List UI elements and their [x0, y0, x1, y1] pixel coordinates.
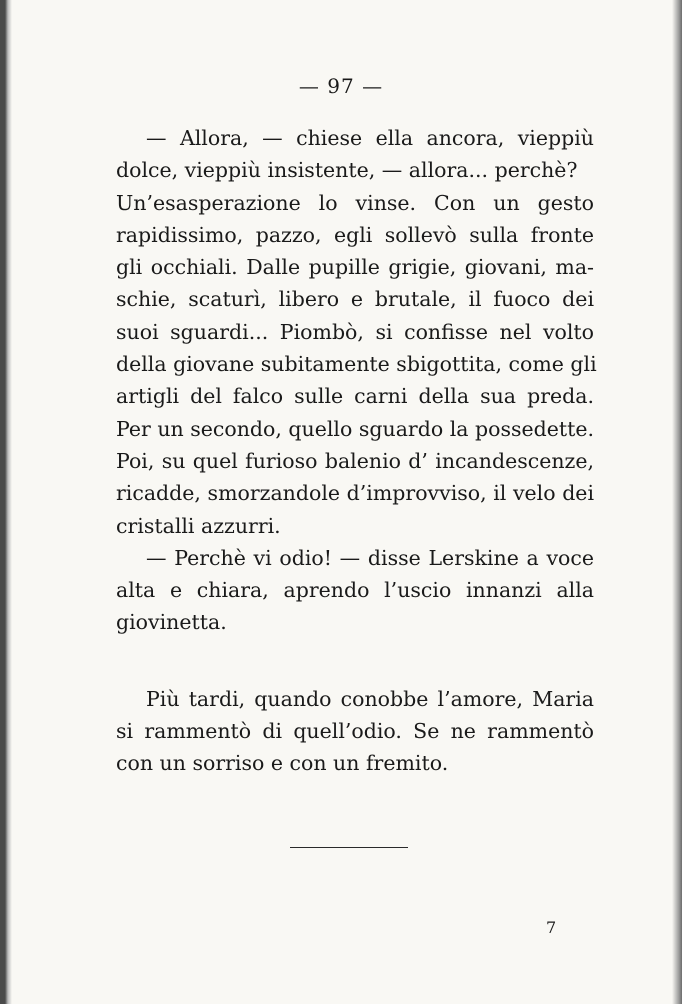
paragraph-2 [116, 187, 597, 542]
section-gap [116, 639, 594, 683]
text-line: gli occhiali. Dalle pupille grigie, giovani, ma- [116, 255, 594, 280]
text-line: Più tardi, quando conobbe l’amore, Maria [146, 686, 594, 711]
text-line: ricadde, smorzandole d’improvviso, il velo dei [116, 481, 594, 506]
page-right-edge [672, 0, 682, 1004]
text-line: giovinetta. [116, 610, 227, 635]
text-line: della giovane subitamente sbigottita, come gli [116, 352, 597, 377]
text-line: dolce, vieppiù insistente, — allora... perchè? [116, 158, 578, 183]
text-line: cristalli azzurri. [116, 513, 281, 538]
text-line: artigli del falco sulle carni della sua preda. [116, 384, 594, 409]
text-line: — Perchè vi odio! — disse Lerskine a voce [146, 545, 594, 570]
text-line: rapidissimo, pazzo, egli sollevò sulla fronte [116, 222, 594, 247]
text-line: suoi sguardi... Piombò, si confisse nel volto [116, 319, 594, 344]
text-line: Per un secondo, quello sguardo la possedette. [116, 416, 595, 441]
text-line: — Allora, — chiese ella ancora, vieppiù [146, 126, 594, 150]
body-text [116, 122, 597, 780]
signature-mark: 7 [546, 918, 557, 937]
paragraph-1 [116, 122, 594, 187]
text-line: schie, scaturì, libero e brutale, il fuoco dei [116, 287, 594, 312]
text-line: Un’esasperazione lo vinse. Con un gesto [116, 190, 594, 215]
paragraph-4 [116, 683, 594, 780]
text-line: si rammentò di quell’odio. Se ne rammentò [116, 719, 594, 744]
page-number: — 97 — [298, 74, 384, 98]
text-line: con un sorriso e con un fremito. [116, 751, 449, 776]
text-line: alta e chiara, aprendo l’uscio innanzi alla [116, 578, 594, 603]
page-binding-edge [0, 0, 12, 1004]
section-end-rule [290, 847, 408, 848]
paragraph-3 [116, 542, 594, 639]
text-line: Poi, su quel furioso balenio d’ incandescenze, [116, 448, 594, 473]
